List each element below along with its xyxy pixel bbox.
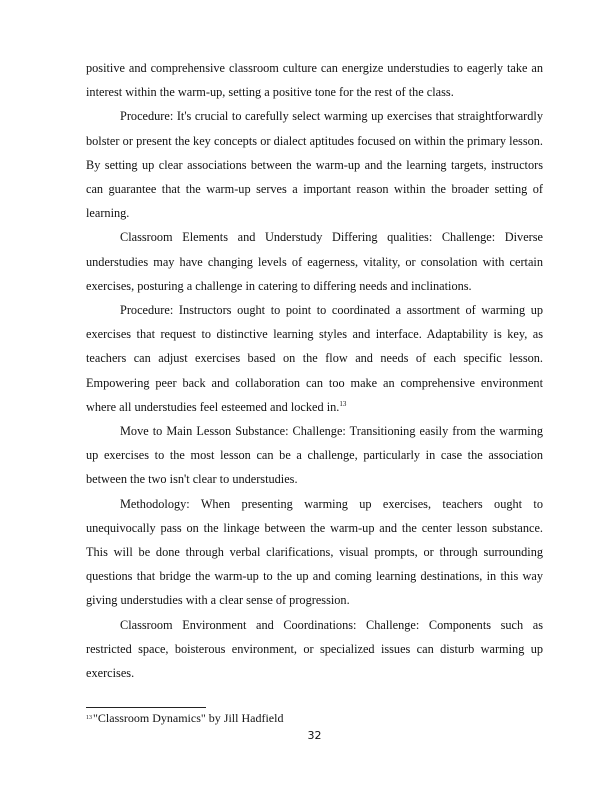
- paragraph-6: Methodology: When presenting warming up exercises, teachers ought to unequivocally pass on the linkage between the warm-up and the center lesson substance. This will be done through verbal clarifications, visual prompts, or through surrounding questions that bridge the warm-up to the up and coming learning destinations, in this way giving understudies with a clear sense of progression.: [86, 496, 543, 608]
- footnote-separator: [86, 707, 206, 708]
- paragraph-1: positive and comprehensive classroom culture can energize understudies to eagerly take an interest within the warm-up, setting a positive tone for the rest of the class.: [86, 61, 543, 100]
- paragraph-4: [86, 298, 543, 419]
- footnote: [86, 711, 543, 725]
- paragraph-7: Classroom Environment and Coordinations: Challenge: Components such as restricted space, boisterous environment, or specialized issues can disturb warming up exercises.: [86, 617, 543, 681]
- page-number: 32: [307, 729, 322, 742]
- paragraph-5: Move to Main Lesson Substance: Challenge: Transitioning easily from the warming up exercises to the most lesson can be a challenge, particularly in case the association between the two isn't clear to understudies.: [86, 424, 543, 487]
- body-text: [86, 56, 543, 685]
- paragraph-4-text: Procedure: Instructors ought to point to coordinated a assortment of warming up exercises that request to distinctive learning styles and interface. Adaptability is key, as teachers can adjust exercises based on the flow and needs of each specific lesson. Empowering peer back and collaboration can too make an comprehensive environment where all understudies feel esteemed and locked in.: [86, 303, 543, 414]
- paragraph-3: Classroom Elements and Understudy Differing qualities: Challenge: Diverse understudies may have changing levels of eagerness, vitality, or consolation with certain exercises, posturing a challenge in catering to differing needs and inclinations.: [86, 230, 543, 293]
- paragraph-2: Procedure: It's crucial to carefully select warming up exercises that straightforwardly bolster or present the key concepts or dialect aptitudes focused on within the primary lesson. By setting up clear associations between the warm-up and the learning targets, instructors can guarantee that the warm-up serves a important reason within the broader setting of learning.: [86, 109, 543, 221]
- footnote-reference: 13: [339, 399, 347, 408]
- footnote-mark: 13: [86, 715, 92, 721]
- footnote-text: "Classroom Dynamics" by Jill Hadfield: [93, 711, 284, 725]
